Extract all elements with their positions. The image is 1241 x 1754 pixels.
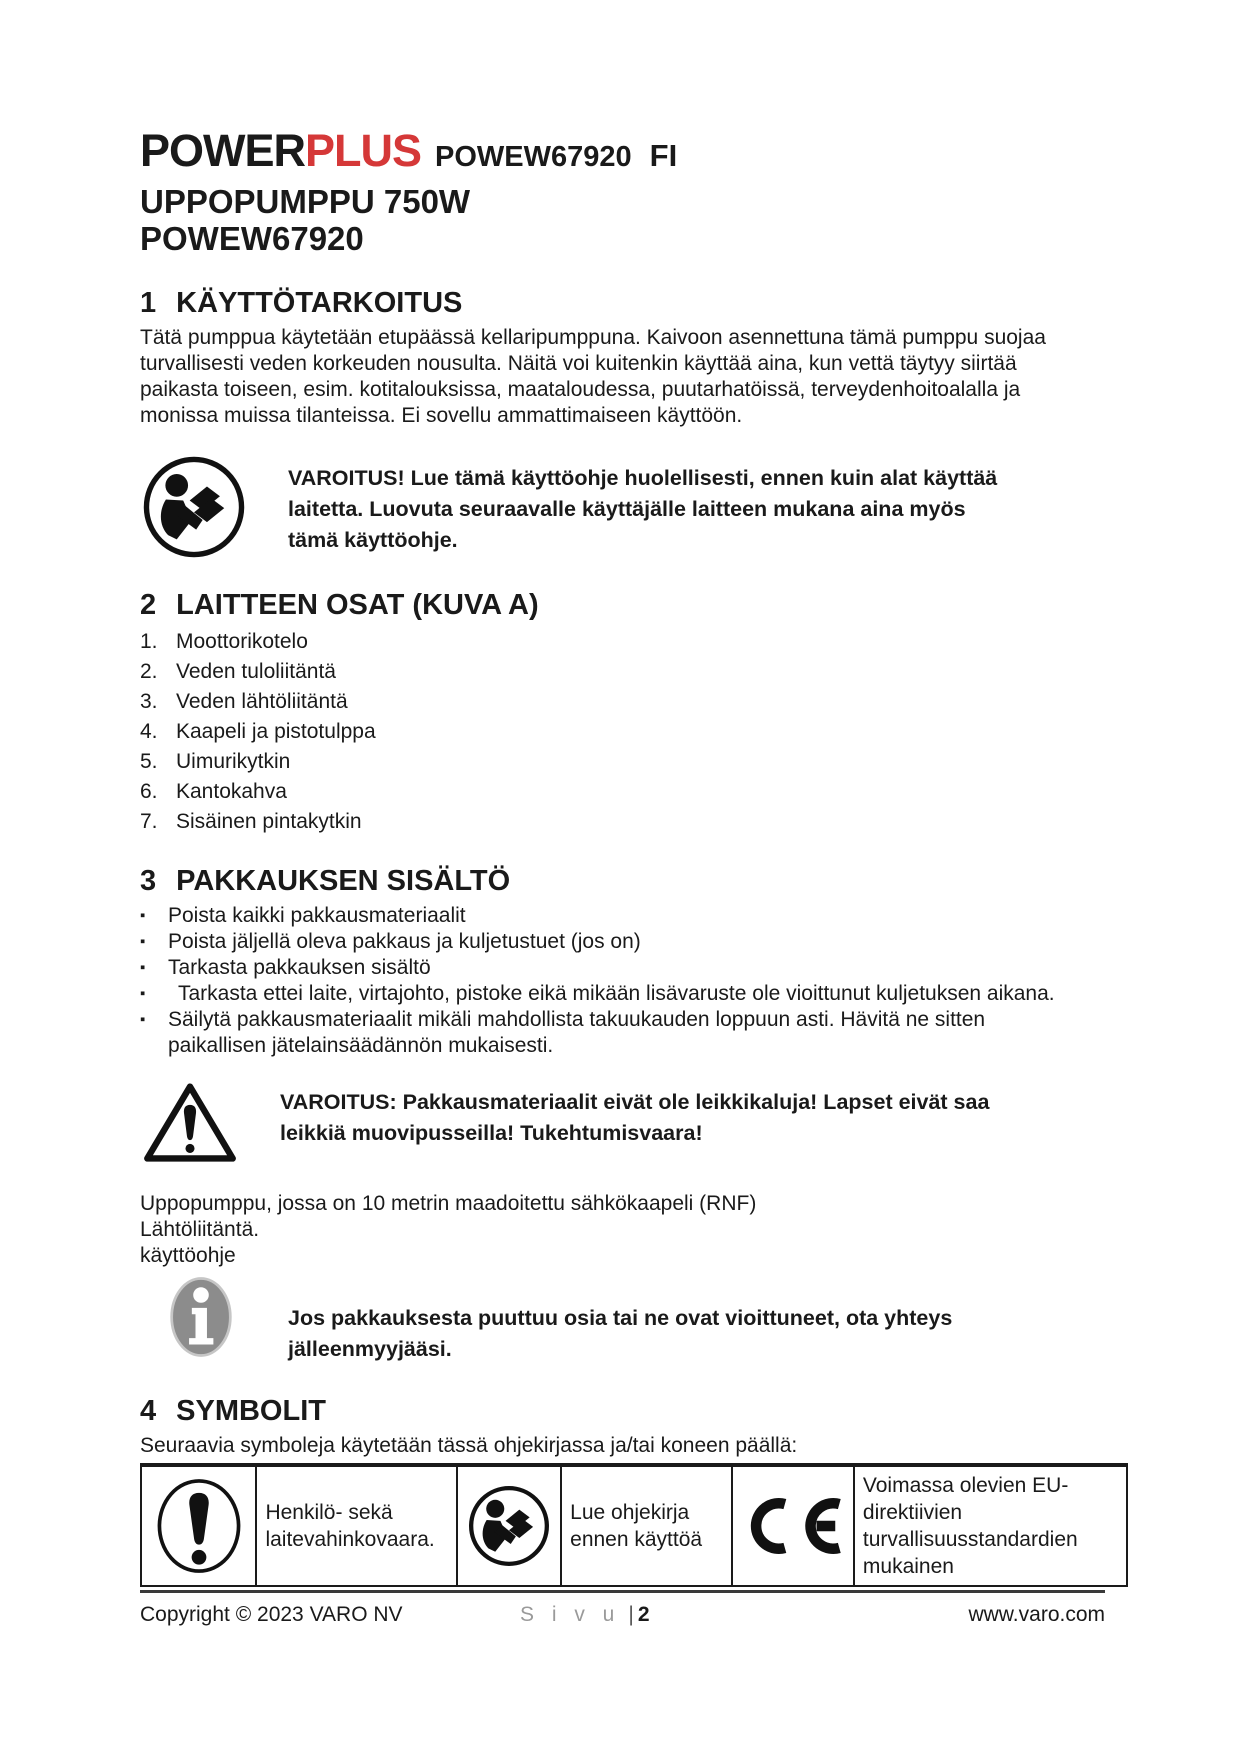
list-item: 4. Kaapeli ja pistotulppa: [140, 720, 376, 743]
package-line: Uppopumppu, jossa on 10 metrin maadoitettu sähkökaapeli (RNF): [140, 1192, 757, 1215]
warning-triangle-icon: [140, 1077, 240, 1169]
bullet-icon: ▪: [140, 985, 146, 1002]
list-item: 3. Veden lähtöliitäntä: [140, 690, 348, 713]
bullet-icon: ▪: [140, 907, 146, 924]
section-3-number: 3: [140, 865, 157, 897]
exclamation-circle-icon: [141, 1466, 256, 1586]
device-parts-list: [140, 627, 1140, 837]
symbols-table: [140, 1465, 1128, 1587]
read-manual-icon: [140, 453, 248, 561]
list-item: 7. Sisäinen pintakytkin: [140, 810, 362, 833]
logo-black-part: POWER: [140, 125, 306, 176]
list-item: ▪ Poista jäljellä oleva pakkaus ja kuljetustuet (jos on): [140, 930, 641, 953]
warning-packaging-text: VAROITUS: Pakkausmateriaalit eivät ole leikkikaluja! Lapset eivät saa leikkiä muovipusseilla! Tukehtumisvaara!: [280, 1090, 990, 1145]
page-content: [140, 125, 1140, 1587]
footer-page-indicator: [520, 1603, 740, 1627]
bullet-icon: ▪: [140, 959, 146, 976]
symbol-label-cell: Henkilö- sekä laitevahinkovaara.: [256, 1466, 457, 1586]
list-item: ▪ Tarkasta ettei laite, virtajohto, pistoke eikä mikään lisävaruste ole vioittunut kuljetuksen aikana.: [140, 982, 1055, 1005]
page-separator: |: [628, 1603, 634, 1626]
brand-header: [140, 125, 1140, 183]
section-3-title: PAKKAUKSEN SISÄLTÖ: [176, 865, 511, 897]
section-1-title: KÄYTTÖTARKOITUS: [176, 287, 463, 319]
page-label: S i v u: [520, 1603, 621, 1626]
page-number: 2: [637, 1603, 650, 1626]
page-footer: [140, 1590, 1105, 1627]
symbol-label-cell: Voimassa olevien EU-direktiivien turvallisuusstandardien mukainen: [854, 1466, 1127, 1586]
bullet-icon: ▪: [140, 1011, 146, 1028]
warning-read-manual-text: VAROITUS! Lue tämä käyttöohje huolellisesti, ennen kuin alat käyttää laitetta. Luovuta seuraavalle käyttäjälle laitteen mukana aina myös tämä käyttöohje.: [288, 466, 998, 552]
warning-read-manual: [140, 453, 1140, 561]
footer-website: www.varo.com: [968, 1603, 1105, 1626]
warning-packaging: [140, 1077, 1140, 1169]
ce-mark-icon: [732, 1466, 854, 1586]
package-line: käyttöohje: [140, 1244, 236, 1267]
list-item: ▪ Poista kaikki pakkausmateriaalit: [140, 904, 466, 927]
footer-copyright: Copyright © 2023 VARO NV: [140, 1603, 403, 1626]
info-note-row: [168, 1275, 1140, 1365]
model-number: POWEW67920: [435, 141, 632, 173]
product-code: POWEW67920: [140, 220, 364, 257]
symbols-intro: Seuraavia symboleja käytetään tässä ohjekirjassa ja/tai koneen päällä:: [140, 1433, 1128, 1465]
product-name: UPPOPUMPPU 750W: [140, 183, 471, 220]
bullet-icon: ▪: [140, 933, 146, 950]
section-4-title: SYMBOLIT: [176, 1395, 326, 1427]
logo-red-part: PLUS: [305, 125, 422, 176]
list-item: 5. Uimurikytkin: [140, 750, 291, 773]
section-2-title: LAITTEEN OSAT (KUVA A): [176, 589, 539, 621]
section-4-heading: [140, 1395, 1140, 1427]
section-4-number: 4: [140, 1395, 157, 1427]
table-row: [141, 1466, 1127, 1586]
info-note-text: Jos pakkauksesta puuttuu osia tai ne ovat vioittuneet, ota yhteys jälleenmyyjääsi.: [288, 1306, 953, 1361]
section-1-body: Tätä pumppua käytetään etupäässä kellaripumppuna. Kaivoon asennettuna tämä pumppu suojaa turvallisesti veden korkeuden nousulta. Näitä voi kuitenkin käyttää aina, kun vettä täytyy siirtää paikasta toiseen, esim. kotitalouksissa, maataloudessa, puutarhatöissä, terveydenhoitoalalla ja monissa muissa tilanteissa. Ei sovellu ammattimaiseen käyttöön.: [140, 326, 1046, 427]
list-item: 6. Kantokahva: [140, 780, 287, 803]
list-item: ▪ Tarkasta pakkauksen sisältö: [140, 956, 431, 979]
symbol-label-cell: Lue ohjekirja ennen käyttöä: [561, 1466, 732, 1586]
package-contents-list: [140, 903, 1140, 1059]
list-item: ▪ Säilytä pakkausmateriaalit mikäli mahdollista takuukauden loppuun asti. Hävitä ne sitten paikallisen jätelainsäädännön mukaisesti.: [140, 1008, 986, 1057]
section-3-heading: [140, 865, 1140, 897]
package-description: [140, 1191, 1140, 1269]
list-item: 1. Moottorikotelo: [140, 630, 308, 653]
list-item: 2. Veden tuloliitäntä: [140, 660, 336, 683]
section-1-heading: [140, 287, 1140, 319]
powerplus-logo: [140, 125, 421, 176]
info-icon: [168, 1275, 234, 1359]
section-2-number: 2: [140, 589, 157, 621]
read-manual-icon: [457, 1466, 561, 1586]
section-2-heading: [140, 589, 1140, 621]
language-code: FI: [649, 138, 678, 173]
package-line: Lähtöliitäntä.: [140, 1218, 260, 1241]
section-1-number: 1: [140, 287, 157, 319]
